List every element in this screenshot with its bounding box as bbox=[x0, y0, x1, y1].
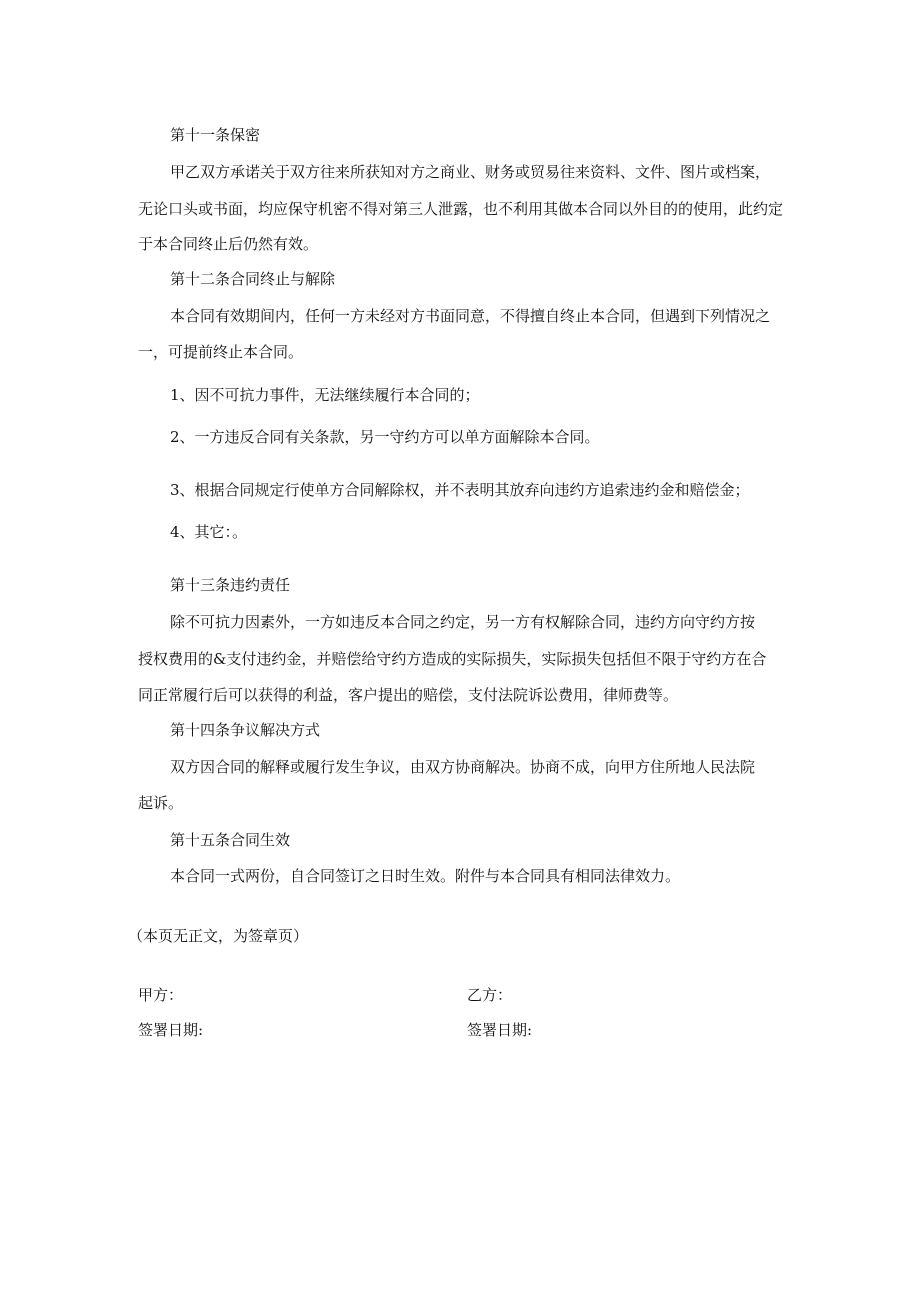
article-12-item: 4、其它：。 bbox=[170, 523, 248, 541]
article-13-heading: 第十三条违约责任 bbox=[170, 576, 291, 594]
article-15-line: 本合同一式两份，自合同签订之日时生效。附件与本合同具有相同法律效力。 bbox=[170, 867, 681, 885]
party-a-date-label: 签署日期: bbox=[138, 1021, 204, 1039]
article-12-line: 本合同有效期间内，任何一方未经对方书面同意，不得擅自终止本合同，但遇到下列情况之 bbox=[170, 307, 771, 325]
article-13-line: 授权费用的&支付违约金，并赔偿给守约方造成的实际损失，实际损失包括但不限于守约方在合 bbox=[138, 650, 767, 668]
article-13-line: 除不可抗力因素外，一方如违反本合同之约定，另一方有权解除合同，违约方向守约方按 bbox=[170, 613, 756, 631]
party-a-label: 甲方： bbox=[138, 986, 184, 1004]
article-11-line: 于本合同终止后仍然有效。 bbox=[138, 235, 319, 253]
article-12-line: 一，可提前终止本合同。 bbox=[138, 343, 304, 361]
article-12-item: 3、根据合同规定行使单方合同解除权，并不表明其放弃向违约方追索违约金和赔偿金； bbox=[170, 481, 750, 499]
article-14-line: 起诉。 bbox=[138, 794, 184, 812]
article-15-heading: 第十五条合同生效 bbox=[170, 831, 291, 849]
party-b-label: 乙方： bbox=[467, 986, 513, 1004]
article-12-item: 2、一方违反合同有关条款，另一守约方可以单方面解除本合同。 bbox=[170, 428, 600, 446]
article-13-line: 同正常履行后可以获得的利益，客户提出的赔偿，支付法院诉讼费用，律师费等。 bbox=[138, 686, 679, 704]
article-12-heading: 第十二条合同终止与解除 bbox=[170, 270, 336, 288]
article-14-heading: 第十四条争议解决方式 bbox=[170, 721, 321, 739]
article-11-line: 无论口头或书面，均应保守机密不得对第三人泄露，也不利用其做本合同以外目的的使用，此约定 bbox=[138, 200, 784, 218]
article-12-item: 1、因不可抗力事件，无法继续履行本合同的； bbox=[170, 386, 480, 404]
signature-page-note: （本页无正文，为签章页） bbox=[128, 927, 309, 945]
article-14-line: 双方因合同的解释或履行发生争议，由双方协商解决。协商不成，向甲方住所地人民法院 bbox=[170, 758, 756, 776]
article-11-heading: 第十一条保密 bbox=[170, 126, 261, 144]
party-b-date-label: 签署日期: bbox=[467, 1021, 533, 1039]
article-11-line: 甲乙双方承诺关于双方往来所获知对方之商业、财务或贸易往来资料、文件、图片或档案， bbox=[170, 163, 771, 181]
